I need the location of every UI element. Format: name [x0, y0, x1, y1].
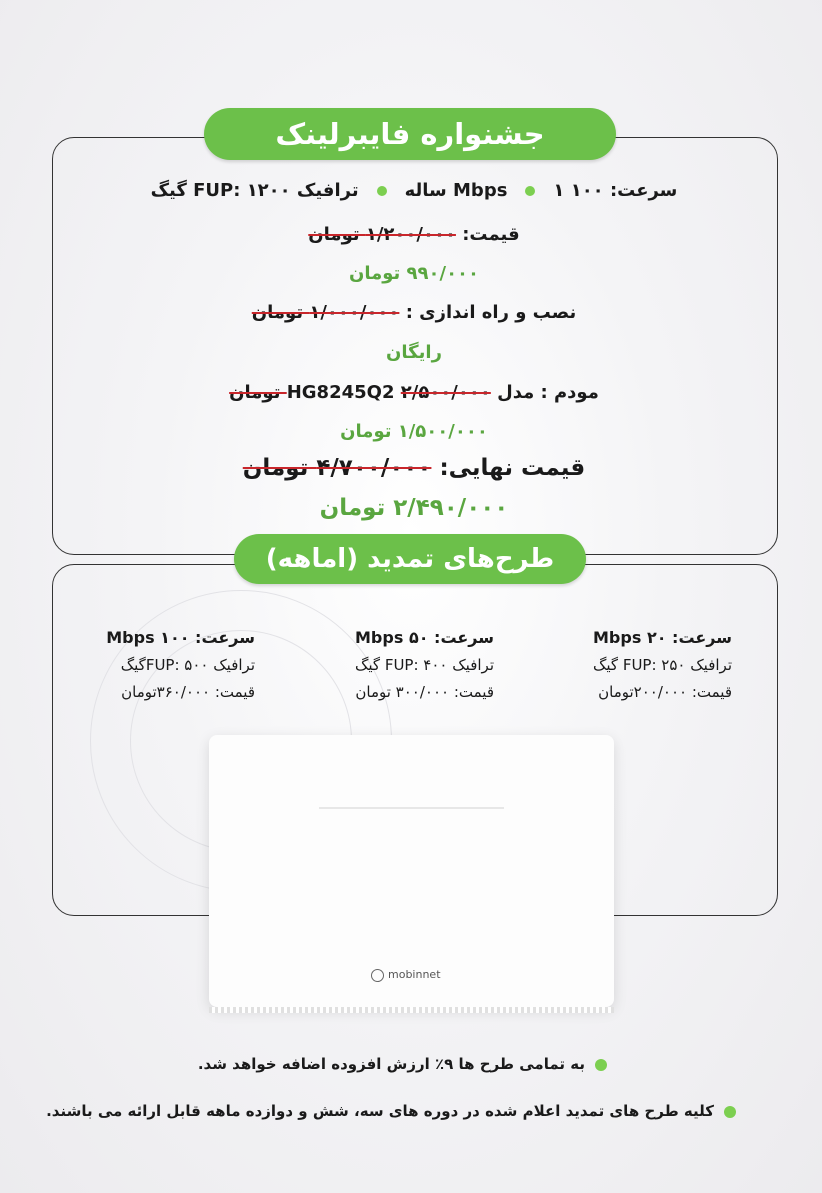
renewal-title: طرح‌های تمدید (اماهه)	[265, 544, 555, 574]
bullet-dot-icon	[525, 186, 535, 196]
plan-traffic: ترافیک FUP: ۲۵۰ گیگ	[592, 656, 732, 674]
renewal-title-banner	[234, 534, 586, 584]
festival-title: جشنواره فایبرلینک	[275, 117, 545, 151]
plan-traffic: ترافیک FUP: ۵۰۰گیگ	[120, 656, 255, 674]
plan-speed: سرعت: ۱۰۰ Mbps	[106, 628, 255, 647]
plan-speed: سرعت: ۲۰ Mbps	[593, 628, 732, 647]
mobinnet-logo-icon	[371, 969, 384, 982]
modem-row	[52, 382, 776, 403]
spec-duration: ۱ ساله	[404, 180, 565, 201]
final-label: قیمت نهایی:	[439, 455, 586, 481]
price-row	[52, 224, 776, 245]
bullet-dot-icon	[377, 186, 387, 196]
plan-price: قیمت: ۲۰۰/۰۰۰تومان	[598, 683, 732, 701]
install-new: رایگان	[386, 342, 442, 363]
note-vat-text: به تمامی طرح ها ۹٪ ارزش افزوده اضافه خواهد شد.	[197, 1055, 585, 1073]
bullet-dot-icon	[595, 1059, 607, 1071]
plan-speed: سرعت: ۵۰ Mbps	[355, 628, 494, 647]
install-row	[52, 302, 776, 323]
plan-price: قیمت: ۳۶۰/۰۰۰تومان	[121, 683, 255, 701]
install-old: ۱/۰۰۰/۰۰۰ تومان	[251, 302, 400, 323]
price-old: ۱/۲۰۰/۰۰۰ تومان	[308, 224, 456, 245]
note-periods	[46, 1102, 736, 1120]
modem-label: مودم : مدل HG8245Q2	[286, 382, 599, 403]
modem-old: ۲/۵۰۰/۰۰۰ تومان	[229, 382, 491, 403]
renewal-plan-50	[355, 624, 494, 706]
renewal-plan-100	[106, 624, 255, 706]
router-brand: mobinnet	[388, 968, 441, 981]
price-new: ۹۹۰/۰۰۰ تومان	[348, 263, 480, 284]
price-label: قیمت:	[462, 224, 520, 245]
final-old: ۴/۷۰۰/۰۰۰ تومان	[242, 455, 432, 481]
spec-traffic: ترافیک FUP: ۱۲۰۰ گیگ	[150, 180, 359, 201]
final-new: ۲/۴۹۰/۰۰۰ تومان	[319, 495, 509, 521]
renewal-plan-20	[593, 624, 732, 706]
router-vent	[209, 1007, 614, 1013]
router-image	[209, 735, 614, 1007]
final-price-row	[52, 455, 776, 481]
note-periods-text: کلیه طرح های تمدید اعلام شده در دوره های سه، شش و دوازده ماهه قابل ارائه می باشند.	[46, 1102, 714, 1120]
offer-specs-row	[52, 180, 776, 201]
install-label: نصب و راه اندازی :	[405, 302, 577, 323]
festival-title-banner	[204, 108, 616, 160]
router-logo	[371, 968, 441, 982]
plan-traffic: ترافیک FUP: ۴۰۰ گیگ	[354, 656, 494, 674]
plan-price: قیمت: ۳۰۰/۰۰۰ تومان	[355, 683, 494, 701]
spec-speed: سرعت: ۱۰۰ Mbps	[453, 180, 678, 201]
bullet-dot-icon	[724, 1106, 736, 1118]
note-vat	[198, 1055, 607, 1073]
router-slit	[319, 807, 504, 809]
modem-new: ۱/۵۰۰/۰۰۰ تومان	[340, 421, 488, 442]
